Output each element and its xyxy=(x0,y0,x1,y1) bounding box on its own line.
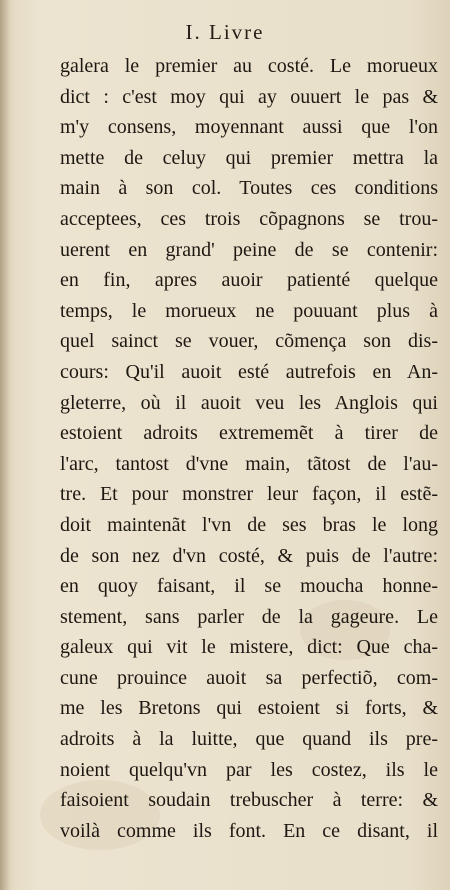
text-line: dict : c'est moy qui ay ouuert le pas & xyxy=(60,85,438,108)
text-line: doit maintenãt l'vn de ses bras le long xyxy=(60,513,438,536)
text-line: gleterre, où il auoit veu les Anglois qui xyxy=(60,391,438,414)
text-line: noient quelqu'vn par les costez, ils le xyxy=(60,758,438,781)
text-line: voilà comme ils font. En ce disant, il xyxy=(60,819,438,842)
text-line: faisoient soudain trebuscher à terre: & xyxy=(60,789,438,812)
text-line: de son nez d'vn costé, & puis de l'autre: xyxy=(60,544,438,567)
text-line: uerent en grand' peine de se contenir: xyxy=(60,238,438,261)
text-line: m'y consens, moyennant aussi que l'on xyxy=(60,116,438,139)
text-block xyxy=(60,51,438,846)
text-line: adroits à la luitte, que quand ils pre- xyxy=(60,728,438,751)
text-line: stement, sans parler de la gageure. Le xyxy=(60,605,438,628)
gutter-shadow xyxy=(0,0,10,890)
text-line: en quoy faisant, il se moucha honne- xyxy=(60,575,438,598)
text-line: me les Bretons qui estoient si forts, & xyxy=(60,697,438,720)
text-line: l'arc, tantost d'vne main, tãtost de l'au- xyxy=(60,452,438,475)
text-line: quel sainct se vouer, cõmença son dis- xyxy=(60,330,438,353)
text-line: en fin, apres auoir patienté quelque xyxy=(60,269,438,292)
text-line: mette de celuy qui premier mettra la xyxy=(60,146,438,169)
text-line: tre. Et pour monstrer leur façon, il estẽ- xyxy=(60,483,438,506)
running-head: I. Livre xyxy=(185,20,265,44)
text-line: temps, le morueux ne pouuant plus à xyxy=(60,299,438,322)
text-line: cours: Qu'il auoit esté autrefois en An- xyxy=(60,360,438,383)
text-line: galeux qui vit le mistere, dict: Que cha- xyxy=(60,636,438,659)
text-line: galera le premier au costé. Le morueux xyxy=(60,55,438,77)
text-line: cune prouince auoit sa perfectiõ, com- xyxy=(60,666,438,689)
text-line: acceptees, ces trois cõpagnons se trou- xyxy=(60,207,438,230)
text-line: main à son col. Toutes ces conditions xyxy=(60,177,438,200)
text-line: estoient adroits extrememẽt à tirer de xyxy=(60,422,438,445)
